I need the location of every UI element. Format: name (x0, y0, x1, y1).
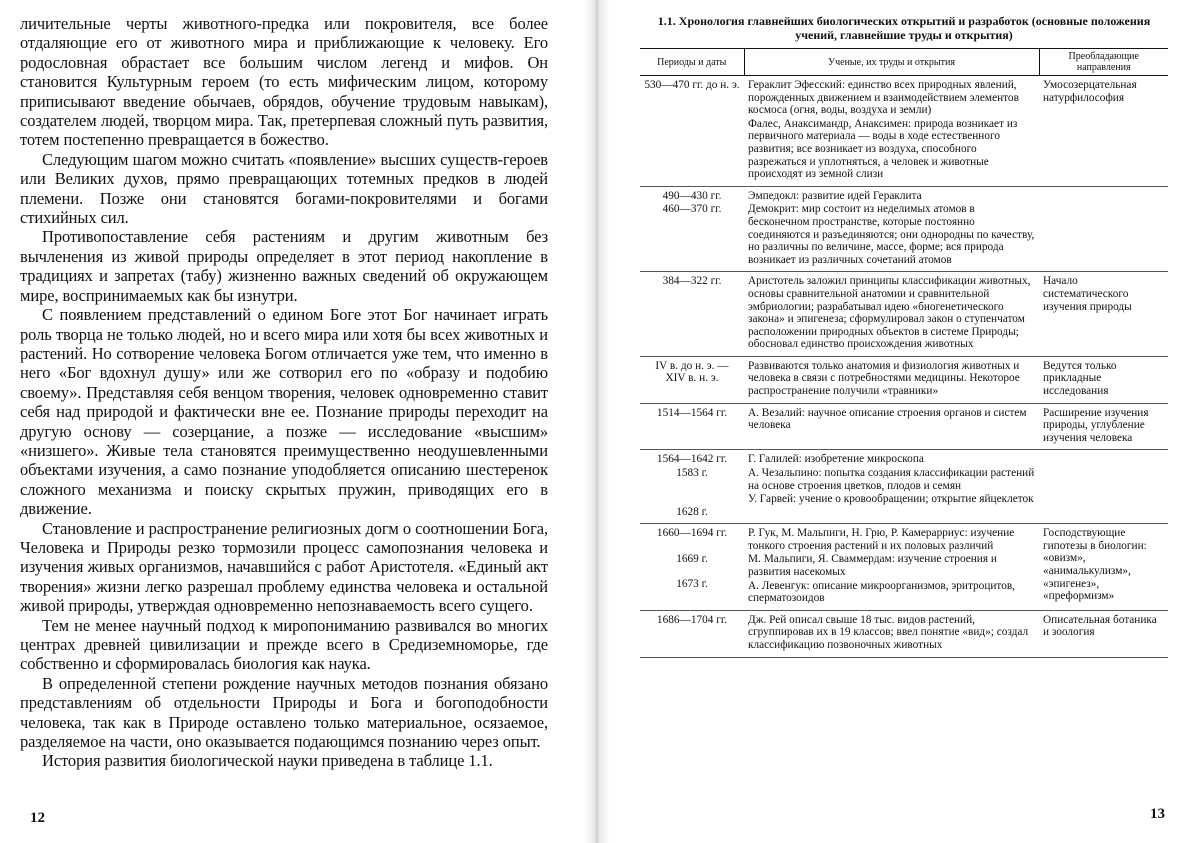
period-cell (640, 76, 744, 187)
table-row (640, 450, 1168, 524)
table-row (640, 403, 1168, 450)
content-entry: А. Левенгук: описание микроорганизмов, эритроцитов, сперматозоидов (748, 580, 1035, 605)
page-number-right: 13 (1150, 806, 1165, 823)
period-entry: 384—322 гг. (644, 275, 740, 288)
paragraph-1: личительные черты животного-предка или покровителя, все более отдаляющие его от животного мира и приближающие к человеку. Его родословная обрастает все большим числом легенд и мифов. Он становится Культурным героем (то есть мифическим лицом, которому приписывают введение обычаев, обрядов, обучение трудовым навыкам), создателем людей, творцом мира. Так, претерпевая сложный путь развития, тотем постепенно превращается в божество. (20, 14, 548, 150)
table-row (640, 610, 1168, 657)
table-row (640, 524, 1168, 611)
page-gutter (584, 0, 610, 843)
content-cell (744, 186, 1039, 272)
content-cell (744, 356, 1039, 403)
content-entry: Эмпедокл: развитие идей Гераклита (748, 190, 1035, 203)
period-cell (640, 524, 744, 611)
period-entry: 1514—1564 гг. (644, 407, 740, 420)
table-header-row (640, 49, 1168, 76)
content-entry: Дж. Рей описал свыше 18 тыс. видов растений, сгруппировав их в 19 классов; ввел понятие «вид»; создал классификацию позвоночных животных (748, 614, 1035, 652)
period-cell (640, 403, 744, 450)
paragraph-8: История развития биологической науки приведена в таблице 1.1. (20, 751, 548, 770)
period-entry: 1628 г. (644, 506, 740, 519)
content-entry: Развиваются только анатомия и физиология животных и человека в связи с потребностями медицины. Некоторое распространение получили «травники» (748, 360, 1035, 398)
content-cell (744, 403, 1039, 450)
period-cell (640, 272, 744, 357)
period-entry: 1686—1704 гг. (644, 614, 740, 627)
paragraph-4: С появлением представлений о едином Боге этот Бог начинает играть роль творца не только людей, но и всего мира или хотя бы всех животных и растений. Но сотворение человека Богом отличается уже тем, что именно в него «Бог вдохнул душу» или же сотворил его по «образу и подобию своему». Представляя себя венцом творения, человек одновременно ставит себя над природой и фактически вне ее. Познание природы переходит на другую основу — созерцание, а позже — исследование «высшим» «низшего». Живые тела становятся преимущественно неодушевленными объектами изучения, а само познание уподобляется описанию шестеренок сложного механизма и поиску скрытых пружин, приводящих его в движение. (20, 305, 548, 518)
right-page (640, 14, 1168, 829)
table-row (640, 76, 1168, 187)
content-entry: У. Гарвей: учение о кровообращении; открытие яйцеклеток (748, 493, 1035, 506)
column-header-periods: Периоды и даты (640, 49, 744, 76)
content-cell (744, 450, 1039, 524)
period-cell (640, 450, 744, 524)
content-entry: Фалес, Анаксимандр, Анаксимен: природа возникает из первичного материала — воды в ходе естественного развития; все возникает из воздуха, способного разрежаться и уплотняться, а человек и животные происходят из земной слизи (748, 118, 1035, 181)
table-row (640, 356, 1168, 403)
paragraph-3: Противопоставление себя растениям и другим животным без вычленения из живой природы определяет в этот период накопление в традициях и запретах (табу) жизненно важных сведений об окружающем мире, воспринимаемых как бы изнутри. (20, 227, 548, 305)
column-header-scientists: Ученые, их труды и открытия (744, 49, 1039, 76)
content-entry: Гераклит Эфесский: единство всех природных явлений, порожденных движением и взаимодействием элементов космоса (огня, воды, воздуха и земли) (748, 79, 1035, 117)
period-entry: 1669 г. (644, 553, 740, 566)
table-title: 1.1. Хронология главнейших биологических открытий и разработок (основные положения учений, главнейшие труды и открытия) (640, 14, 1168, 42)
direction-cell (1039, 186, 1168, 272)
content-entry: Г. Галилей: изобретение микроскопа (748, 453, 1035, 466)
period-entry: 490—430 гг. (644, 190, 740, 203)
table-row (640, 272, 1168, 357)
period-entry: 1583 г. (644, 467, 740, 480)
table-row (640, 186, 1168, 272)
column-header-directions: Преобладающие направления (1039, 49, 1168, 76)
content-entry: А. Везалий: научное описание строения органов и систем человека (748, 407, 1035, 432)
period-entry: 1660—1694 гг. (644, 527, 740, 540)
period-cell (640, 186, 744, 272)
paragraph-5: Становление и распространение религиозных догм о соотношении Бога, Человека и Природы резко тормозили процесс самопознания человека и изучения живых организмов, начавшийся с работ Аристотеля. «Единый акт творения» жизни легко разрешал проблему единства человека и остальной живой природы, утверждая одновременно непознаваемость всего сущего. (20, 519, 548, 616)
content-cell (744, 76, 1039, 187)
period-entry: IV в. до н. э. — XIV в. н. э. (644, 360, 740, 385)
paragraph-2: Следующим шагом можно считать «появление» высших существ-героев или Великих духов, прямо превращающих тотемных предков в людей племени. Позже они становятся богами-покровителями и богами стихийных сил. (20, 150, 548, 228)
direction-cell: Начало систематического изучения природы (1039, 272, 1168, 357)
direction-cell: Описательная ботаника и зоология (1039, 610, 1168, 657)
period-cell (640, 356, 744, 403)
content-entry: М. Мальпиги, Я. Сваммердам: изучение строения и развития насекомых (748, 553, 1035, 578)
paragraph-6: Тем не менее научный подход к миропониманию развивался во многих центрах древней цивилизации и прежде всего в Средиземноморье, где собственно и сформировалась биология как наука. (20, 616, 548, 674)
content-cell (744, 272, 1039, 357)
content-entry: Р. Гук, М. Мальпиги, Н. Грю, Р. Камерарриус: изучение тонкого строения растений и их половых различий (748, 527, 1035, 552)
content-cell (744, 524, 1039, 611)
content-entry: А. Чезальпино: попытка создания классификации растений на основе строения цветков, плодов и семян (748, 467, 1035, 492)
direction-cell: Господствующие гипотезы в биологии: «овизм», «анималькулизм», «эпигенез», «преформизм» (1039, 524, 1168, 611)
period-cell (640, 610, 744, 657)
direction-cell: Умосозерцательная натурфилософия (1039, 76, 1168, 187)
period-entry: 1564—1642 гг. (644, 453, 740, 466)
content-entry: Демокрит: мир состоит из неделимых атомов в бесконечном пространстве, которые постоянно соединяются и разъединяются; они однородны по качеству, но различны по величине, массе, форме; вся природа возникает из различных сочетаний атомов (748, 203, 1035, 266)
direction-cell: Расширение изучения природы, углубление изучения человека (1039, 403, 1168, 450)
left-page (20, 14, 548, 829)
page-number-left: 12 (30, 810, 45, 827)
period-entry: 530—470 гг. до н. э. (644, 79, 740, 92)
period-entry: 460—370 гг. (644, 203, 740, 216)
chronology-table (640, 48, 1168, 658)
direction-cell (1039, 450, 1168, 524)
content-cell (744, 610, 1039, 657)
paragraph-7: В определенной степени рождение научных методов познания обязано представлениям об отдельности Природы и Бога и богоподобности человека, так как в Природе оставлено только материальное, осязаемое, разделяемое на части, оно оказывается подающимся познанию через опыт. (20, 674, 548, 752)
direction-cell: Ведутся только прикладные исследования (1039, 356, 1168, 403)
content-entry: Аристотель заложил принципы классификации животных, основы сравнительной анатомии и сравнительной эмбриологии; разрабатывал идею «биогенетического закона» и эпигенеза; сформулировал закон о ступенчатом расположении природных объектов в системе Природы; обосновал единство происхождения животных (748, 275, 1035, 351)
period-entry: 1673 г. (644, 578, 740, 591)
